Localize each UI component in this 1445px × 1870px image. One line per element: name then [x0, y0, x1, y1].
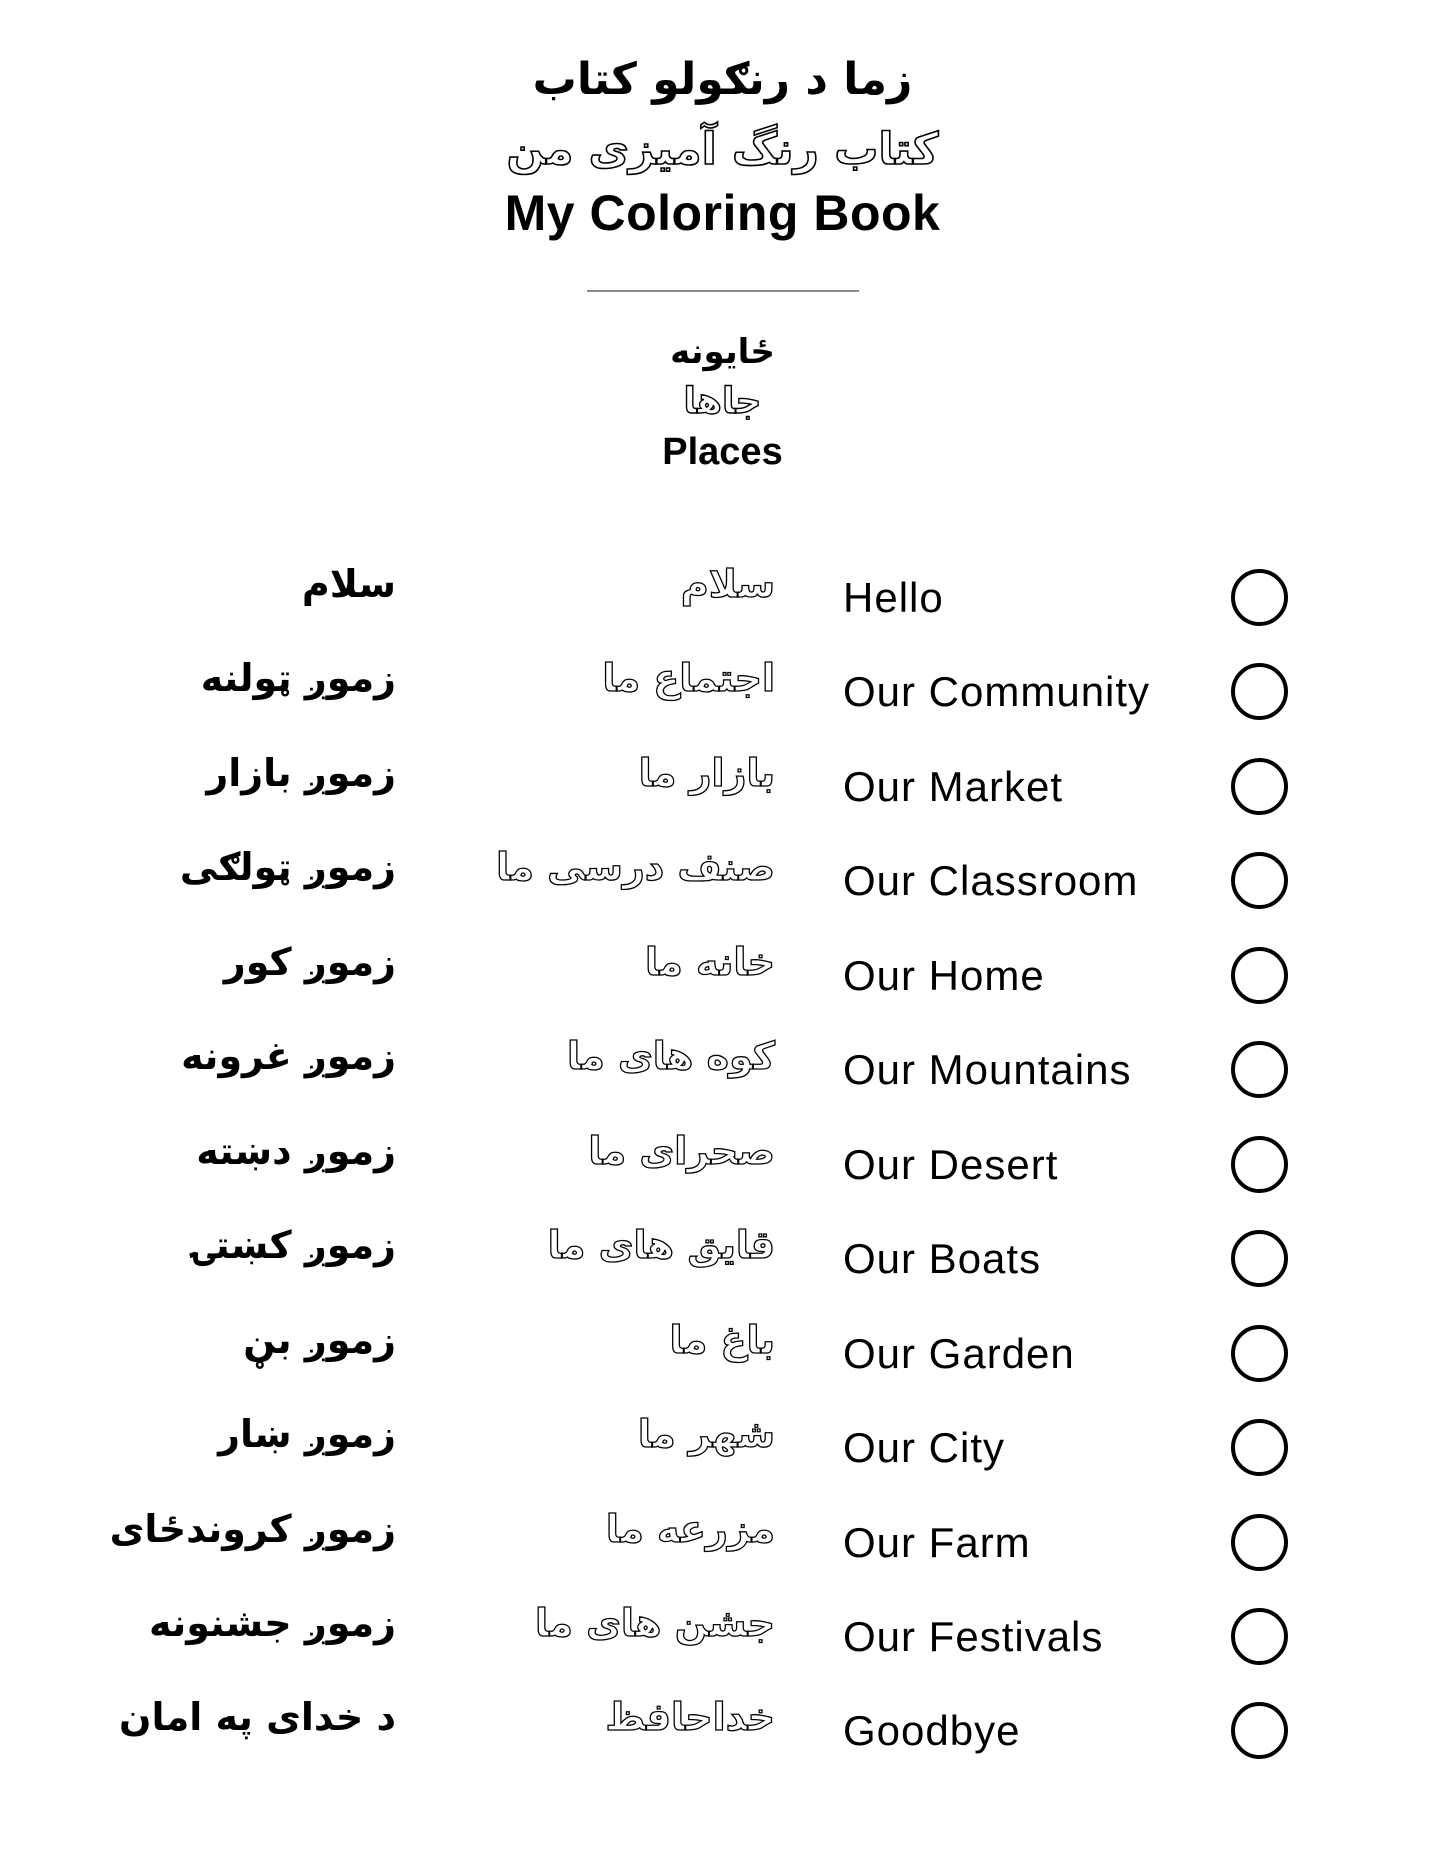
chapter-label-english: Our City: [843, 1424, 1006, 1471]
chapter-label-pashto: د خدای په امان: [119, 1695, 396, 1739]
chapter-checkbox-circle[interactable]: [1231, 1230, 1288, 1287]
chapter-checkbox-circle[interactable]: [1231, 1325, 1288, 1382]
title-english: My Coloring Book: [504, 185, 941, 241]
chapter-row: [0, 556, 1445, 636]
chapter-label-english: Goodbye: [843, 1707, 1021, 1754]
chapter-row: [0, 650, 1445, 730]
chapter-label-dari: بازار ما: [638, 751, 775, 795]
chapter-label-pashto: زموږ بازار: [206, 751, 396, 795]
chapter-label-dari: سلام: [680, 562, 775, 606]
chapter-row: [0, 1312, 1445, 1392]
chapter-checkbox-circle[interactable]: [1231, 1702, 1288, 1759]
chapter-label-dari: قایق های ما: [547, 1223, 775, 1267]
header-divider: [587, 290, 859, 292]
chapter-label-pashto: زموږ کروندځای: [109, 1507, 396, 1551]
chapter-row: [0, 1217, 1445, 1297]
chapter-label-pashto: زموږ غرونه: [181, 1034, 396, 1078]
chapter-label-english: Our Community: [843, 668, 1151, 715]
chapter-row: [0, 1689, 1445, 1769]
chapter-label-pashto: زموږ کور: [223, 940, 396, 984]
chapter-label-english: Our Boats: [843, 1235, 1042, 1282]
chapter-label-english: Our Desert: [843, 1141, 1059, 1188]
section-heading-pashto: ځایونه: [670, 332, 775, 372]
chapter-row: [0, 1406, 1445, 1486]
chapter-checkbox-circle[interactable]: [1231, 1041, 1288, 1098]
chapter-checkbox-circle[interactable]: [1231, 569, 1288, 626]
chapter-label-pashto: زموږ ټولنه: [200, 656, 396, 700]
chapter-label-dari: اجتماع ما: [602, 656, 775, 700]
chapter-checkbox-circle[interactable]: [1231, 1514, 1288, 1571]
chapter-label-english: Our Home: [843, 952, 1045, 999]
chapter-label-dari: کوه های ما: [566, 1034, 775, 1078]
chapter-row: [0, 1595, 1445, 1675]
chapter-checkbox-circle[interactable]: [1231, 947, 1288, 1004]
chapter-row: [0, 839, 1445, 919]
chapter-label-dari: مزرعه ما: [605, 1507, 775, 1551]
chapter-checkbox-circle[interactable]: [1231, 663, 1288, 720]
chapter-label-dari: صنف درسی ما: [496, 845, 775, 889]
chapter-label-english: Our Classroom: [843, 857, 1139, 904]
chapter-checkbox-circle[interactable]: [1231, 1136, 1288, 1193]
chapter-checkbox-circle[interactable]: [1231, 852, 1288, 909]
chapter-label-pashto: زموږ ښار: [218, 1412, 396, 1456]
chapter-label-english: Our Garden: [843, 1330, 1075, 1377]
chapter-label-pashto: زموږ بڼ: [243, 1318, 396, 1362]
chapter-label-dari: باغ ما: [669, 1318, 775, 1362]
section-heading-english: Places: [662, 431, 783, 473]
chapter-checkbox-circle[interactable]: [1231, 1608, 1288, 1665]
chapter-label-english: Our Mountains: [843, 1046, 1132, 1093]
chapter-checkbox-circle[interactable]: [1231, 1419, 1288, 1476]
chapter-checkbox-circle[interactable]: [1231, 758, 1288, 815]
chapter-row: [0, 1028, 1445, 1108]
chapter-label-english: Our Market: [843, 763, 1064, 810]
chapter-label-pashto: زموږ کښتۍ: [193, 1223, 396, 1267]
chapter-label-english: Our Farm: [843, 1519, 1031, 1566]
chapter-label-dari: صحرای ما: [588, 1129, 775, 1173]
chapter-row: [0, 1123, 1445, 1203]
chapter-label-dari: خداحافظ: [605, 1695, 775, 1739]
chapter-label-english: Our Festivals: [843, 1613, 1104, 1660]
chapter-label-pashto: زموږ ټولګی: [179, 845, 396, 889]
chapter-label-dari: شهر ما: [637, 1412, 775, 1456]
chapter-row: [0, 745, 1445, 825]
chapter-label-dari: خانه ما: [645, 940, 775, 984]
chapter-row: [0, 1501, 1445, 1581]
chapter-label-pashto: سلام: [301, 562, 396, 606]
chapter-label-english: Hello: [843, 574, 944, 621]
chapter-label-dari: جشن های ما: [535, 1601, 775, 1645]
chapter-label-pashto: زموږ جشنونه: [148, 1601, 396, 1645]
chapter-label-pashto: زموږ دښته: [196, 1129, 396, 1173]
chapter-row: [0, 934, 1445, 1014]
title-dari: کتاب رنگ آمیزی من: [506, 124, 939, 175]
section-heading-dari: جاها: [683, 381, 762, 422]
title-pashto: زما د رنګولو کتاب: [532, 54, 913, 105]
